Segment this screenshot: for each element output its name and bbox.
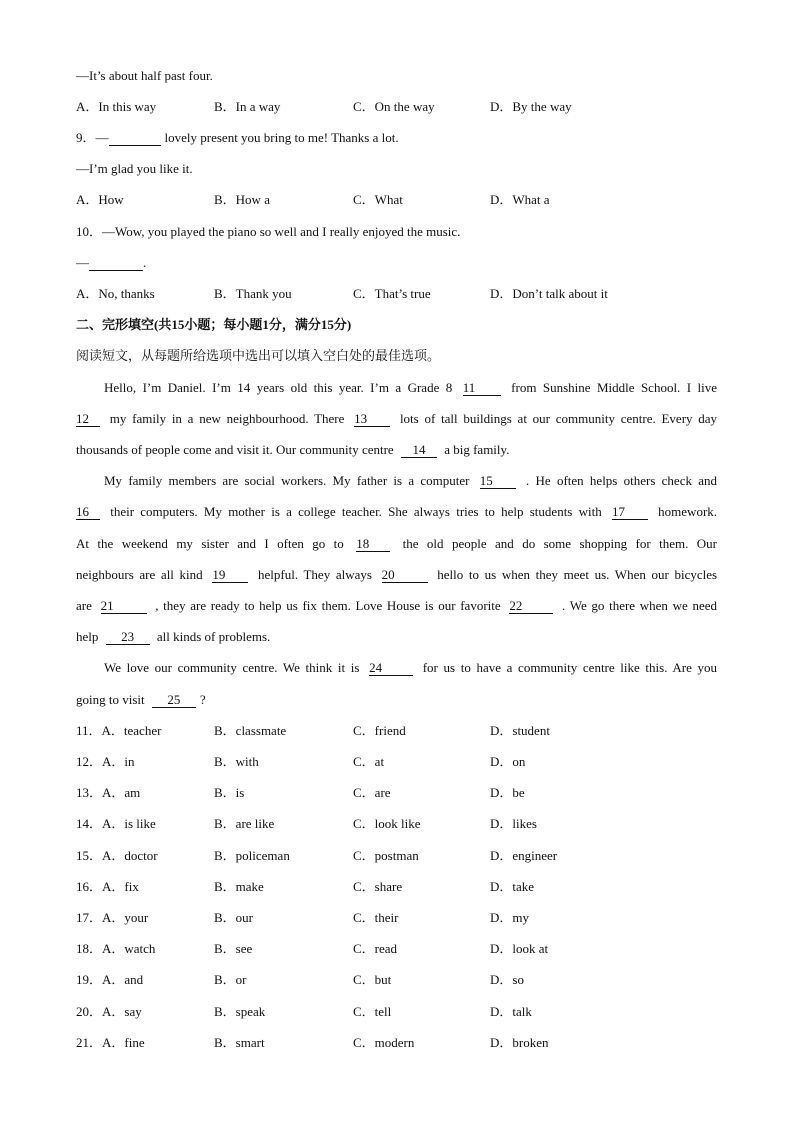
option-b: B．or	[214, 972, 247, 987]
passage-line	[76, 692, 206, 708]
passage-line	[104, 380, 717, 396]
q10-option-d: D．Don’t talk about it	[490, 286, 608, 301]
option-a: 17．A．your	[76, 910, 149, 925]
blank-16: 16	[76, 505, 100, 520]
passage-text: from Sunshine Middle School. I live	[511, 380, 717, 395]
option-d: D．on	[490, 754, 526, 769]
option-d: D．so	[490, 972, 524, 987]
option-c: C．modern	[353, 1035, 415, 1050]
passage-text: . We go there when we need	[562, 598, 717, 613]
option-b: B．smart	[214, 1035, 265, 1050]
q10-reply-prefix: —	[76, 255, 89, 270]
passage-text: help	[76, 629, 99, 644]
passage-line	[76, 442, 509, 458]
q9-reply: —I’m glad you like it.	[76, 161, 193, 176]
passage-text: the old people and do some shopping for them. Our	[402, 536, 717, 551]
option-d: D．broken	[490, 1035, 549, 1050]
option-a: 20．A．say	[76, 1004, 142, 1019]
passage-text: Hello, I’m Daniel. I’m 14 years old this year. I’m a Grade 8	[104, 380, 453, 395]
option-c: C．postman	[353, 848, 419, 863]
option-a: 12．A．in	[76, 754, 135, 769]
option-c: C．look like	[353, 816, 421, 831]
option-a: 18．A．watch	[76, 941, 156, 956]
q10-reply	[76, 255, 146, 271]
q8-option-c: C．On the way	[353, 99, 435, 114]
q9-suffix: lovely present you bring to me! Thanks a lot.	[164, 130, 399, 145]
passage-text: helpful. They always	[258, 567, 372, 582]
passage-text: are	[76, 598, 92, 613]
passage-text: thousands of people come and visit it. Our community centre	[76, 442, 394, 457]
option-d: D．look at	[490, 941, 549, 956]
option-d: D．take	[490, 879, 535, 894]
passage-line	[76, 567, 717, 583]
question-row	[0, 879, 794, 895]
question-row	[0, 1035, 794, 1051]
option-b: B．see	[214, 941, 253, 956]
blank-12: 12	[76, 412, 100, 427]
blank-13: 13	[354, 412, 390, 427]
option-d: D．talk	[490, 1004, 532, 1019]
blank-20: 20	[382, 568, 428, 583]
blank-15: 15	[480, 474, 516, 489]
passage-line	[76, 411, 717, 427]
passage-text: all kinds of problems.	[156, 629, 271, 644]
passage-line	[76, 504, 717, 520]
passage-text: hello to us when they meet us. When our bicycles	[437, 567, 718, 582]
option-c: C．at	[353, 754, 385, 769]
q8-answer-line: —It’s about half past four.	[76, 68, 213, 83]
passage-text: going to visit	[76, 692, 145, 707]
question-row	[0, 785, 794, 801]
option-c: C．friend	[353, 723, 406, 738]
option-d: D．likes	[490, 816, 537, 831]
q9-option-a: A．How	[76, 192, 124, 207]
q10-stem: 10．—Wow, you played the piano so well and I really enjoyed the music.	[76, 224, 461, 239]
option-c: C．tell	[353, 1004, 392, 1019]
passage-text: neighbours are all kind	[76, 567, 203, 582]
option-d: D．my	[490, 910, 530, 925]
option-c: C．their	[353, 910, 399, 925]
q10-option-a: A．No, thanks	[76, 286, 155, 301]
option-b: B．policeman	[214, 848, 290, 863]
q10-option-c: C．That’s true	[353, 286, 431, 301]
passage-text: a big family.	[444, 442, 510, 457]
option-a: 21．A．fine	[76, 1035, 145, 1050]
q10-option-b: B．Thank you	[214, 286, 292, 301]
option-b: B．is	[214, 785, 245, 800]
option-a: 14．A．is like	[76, 816, 156, 831]
q9-option-b: B．How a	[214, 192, 270, 207]
question-row	[0, 910, 794, 926]
blank-22: 22	[509, 599, 553, 614]
passage-text: my family in a new neighbourhood. There	[109, 411, 345, 426]
passage-line	[76, 536, 717, 552]
option-b: B．make	[214, 879, 264, 894]
question-row	[0, 848, 794, 864]
passage-text: My family members are social workers. My father is a computer	[104, 473, 470, 488]
blank-18: 18	[356, 537, 390, 552]
passage-text: ?	[199, 692, 206, 707]
blank-23: 23	[106, 630, 150, 645]
passage-text: for us to have a community centre like this. Are you	[422, 660, 718, 675]
option-c: C．are	[353, 785, 391, 800]
question-row	[0, 1004, 794, 1020]
q9-blank	[109, 131, 161, 146]
q9-prefix: 9．—	[76, 130, 109, 145]
option-d: D．be	[490, 785, 525, 800]
passage-text: We love our community centre. We think it is	[104, 660, 360, 675]
question-row	[0, 972, 794, 988]
question-row	[0, 754, 794, 770]
option-b: B．are like	[214, 816, 275, 831]
blank-14: 14	[401, 443, 437, 458]
blank-19: 19	[212, 568, 248, 583]
option-b: B．speak	[214, 1004, 266, 1019]
q8-option-a: A．In this way	[76, 99, 157, 114]
passage-text: . He often helps others check and	[526, 473, 717, 488]
q10-blank	[89, 256, 143, 271]
option-c: C．read	[353, 941, 398, 956]
option-c: C．but	[353, 972, 392, 987]
q10-reply-suffix: .	[143, 255, 147, 270]
blank-21: 21	[101, 599, 147, 614]
passage-line	[104, 473, 717, 489]
q9-option-d: D．What a	[490, 192, 550, 207]
option-b: B．with	[214, 754, 259, 769]
blank-25: 25	[152, 693, 196, 708]
q9-stem	[76, 130, 399, 146]
passage-line	[104, 660, 717, 676]
passage-text: homework.	[658, 504, 718, 519]
option-c: C．share	[353, 879, 403, 894]
option-a: 13．A．am	[76, 785, 141, 800]
passage-text: At the weekend my sister and I often go to	[76, 536, 344, 551]
passage-text: , they are ready to help us fix them. Love House is our favorite	[155, 598, 501, 613]
option-a: 16．A．fix	[76, 879, 139, 894]
question-row	[0, 941, 794, 957]
option-d: D．student	[490, 723, 550, 738]
q8-option-b: B．In a way	[214, 99, 281, 114]
blank-17: 17	[612, 505, 648, 520]
q8-option-d: D．By the way	[490, 99, 572, 114]
section-title: 二、完形填空(共15小题；每小题1分，满分15分)	[76, 317, 352, 332]
question-row	[0, 723, 794, 739]
blank-24: 24	[369, 661, 413, 676]
option-d: D．engineer	[490, 848, 558, 863]
option-a: 15．A．doctor	[76, 848, 158, 863]
option-b: B．our	[214, 910, 254, 925]
option-b: B．classmate	[214, 723, 287, 738]
blank-11: 11	[463, 381, 501, 396]
option-a: 11．A．teacher	[76, 723, 162, 738]
passage-line	[76, 598, 717, 614]
option-a: 19．A．and	[76, 972, 144, 987]
passage-text: their computers. My mother is a college teacher. She always tries to help students with	[110, 504, 602, 519]
question-row	[0, 816, 794, 832]
q9-option-c: C．What	[353, 192, 403, 207]
passage-text: lots of tall buildings at our community centre. Every day	[399, 411, 718, 426]
section-instruction: 阅读短文，从每题所给选项中选出可以填入空白处的最佳选项。	[76, 348, 441, 363]
passage-line	[76, 629, 270, 645]
